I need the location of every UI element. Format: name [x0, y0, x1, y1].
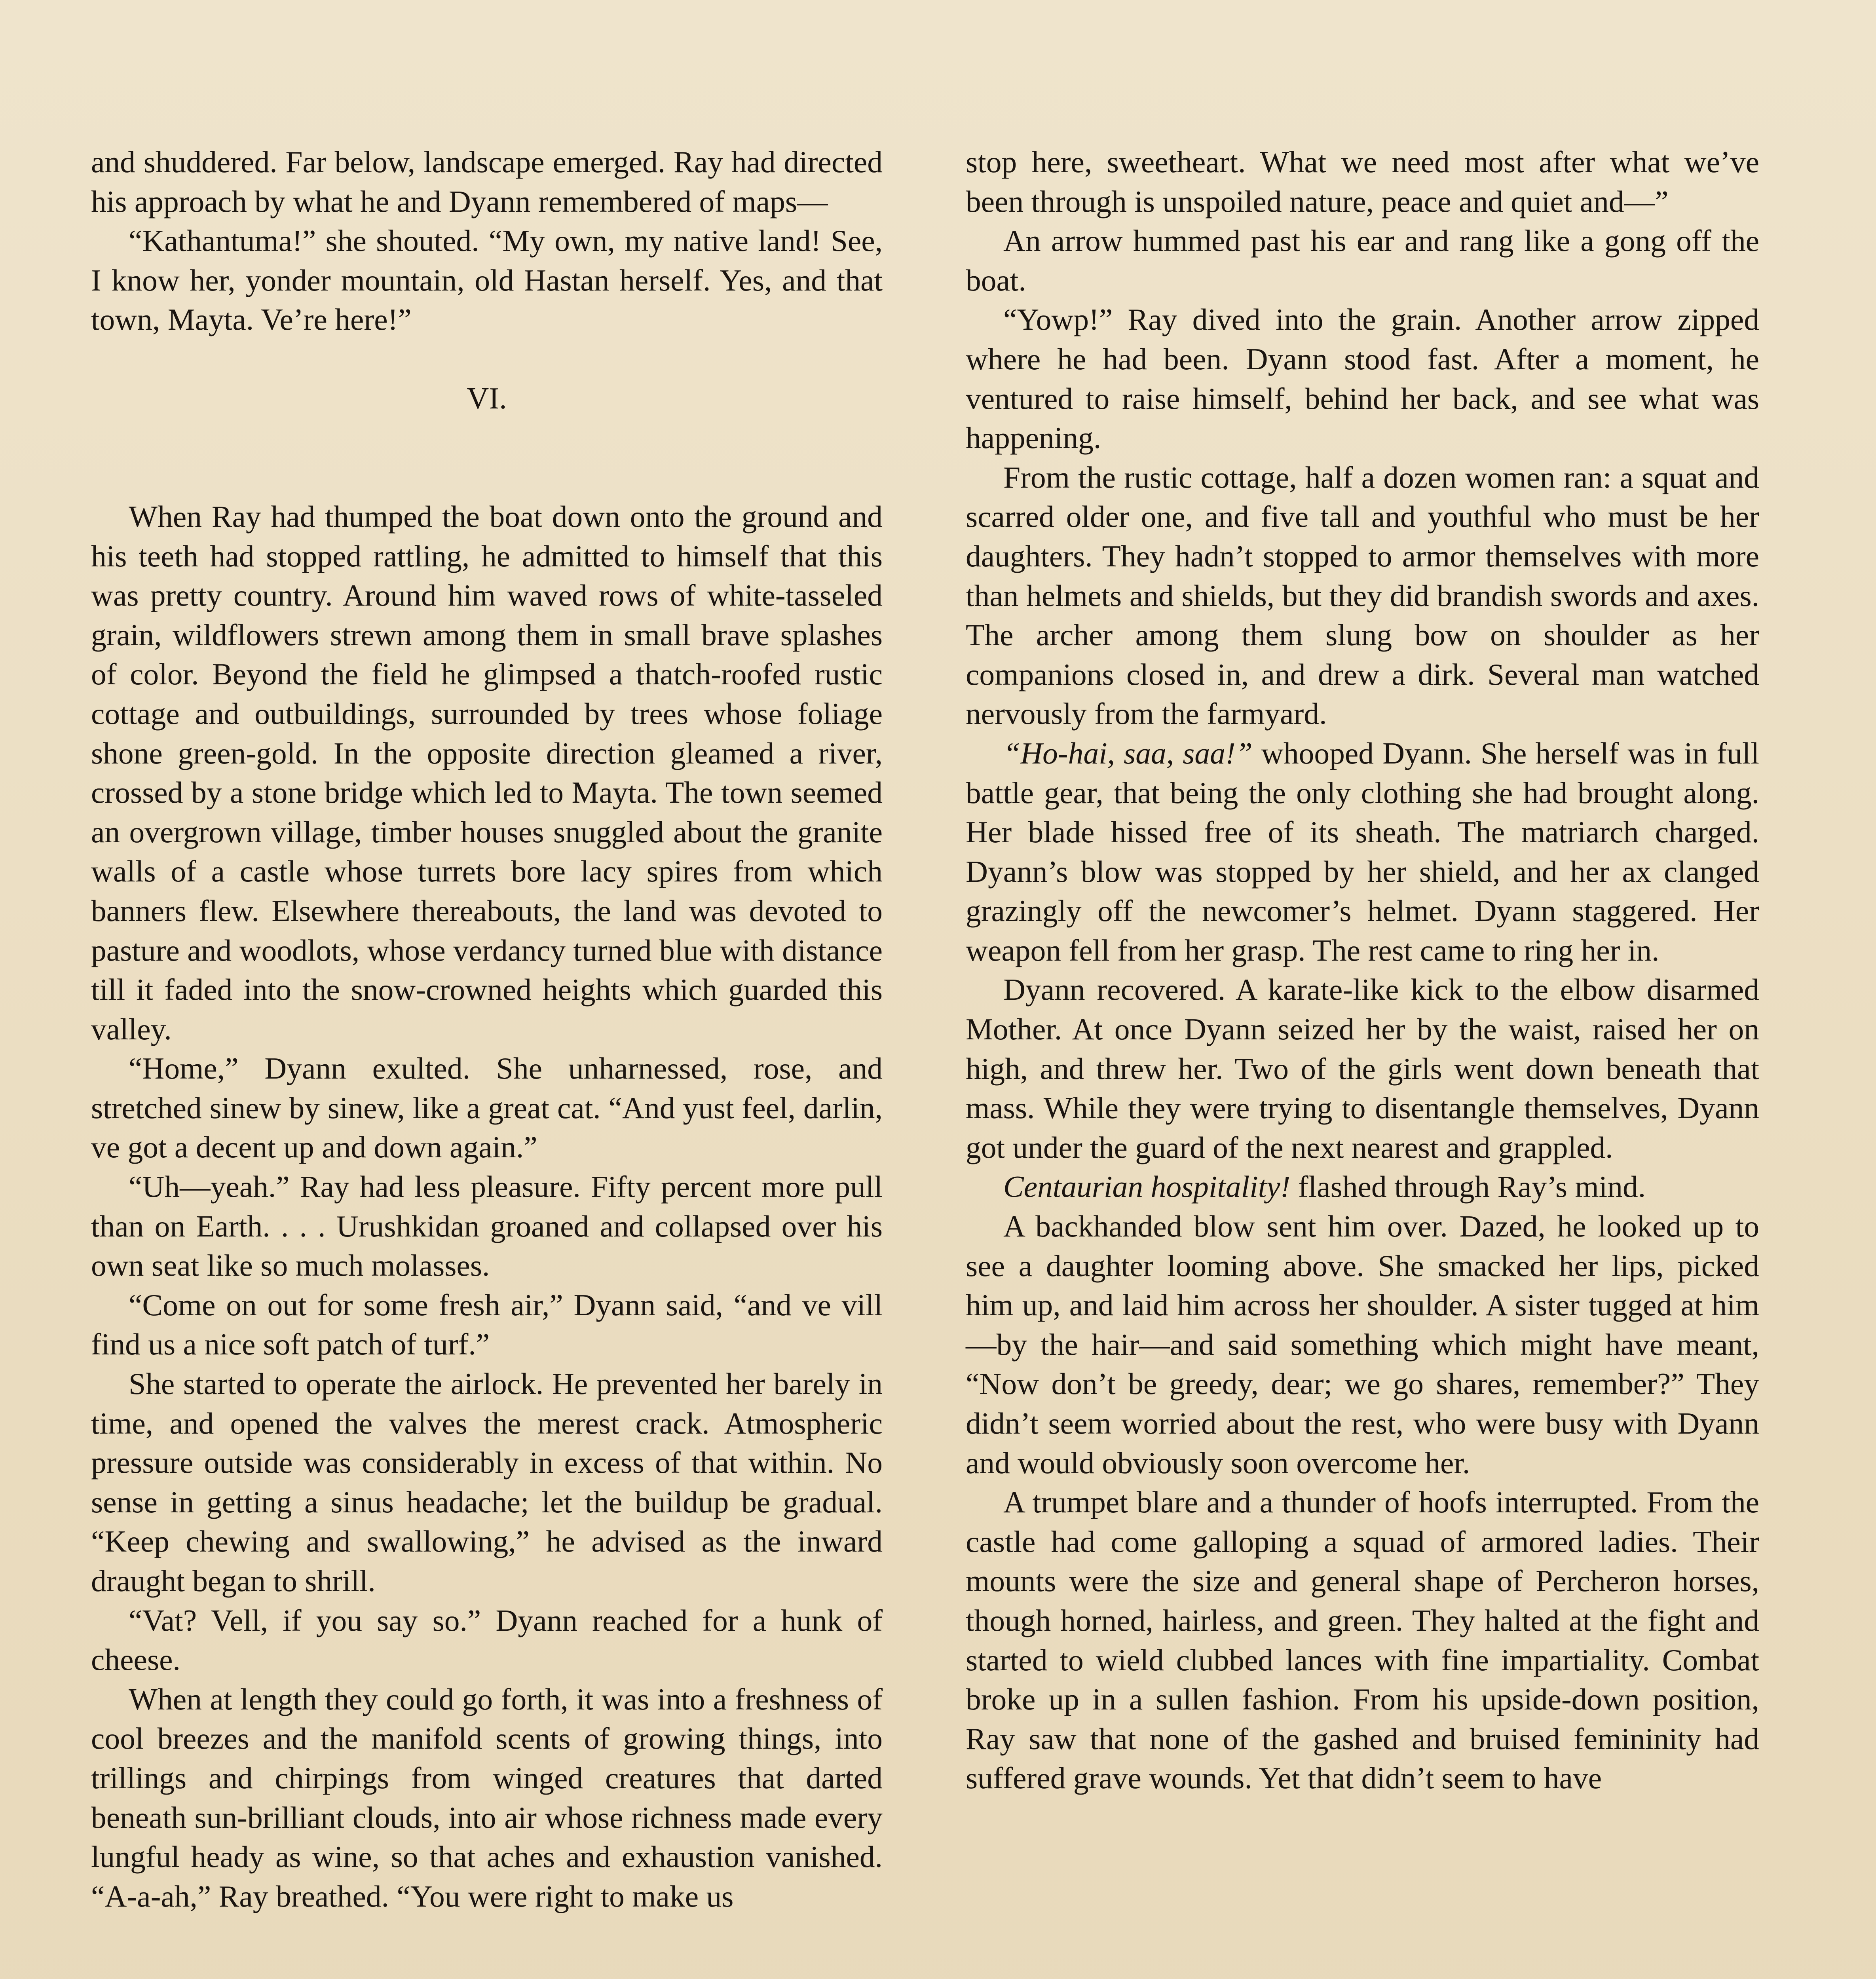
paragraph: “Kathantuma!” she shouted. “My own, my native land! See, I know her, yonder mountain, old Hastan herself. Yes, and that town, Mayta. Ve’re here!” [91, 224, 883, 337]
right-column [966, 142, 1759, 1798]
paragraph-text: flashed through Ray’s mind. [1290, 1170, 1646, 1204]
paragraph: “Uh—yeah.” Ray had less pleasure. Fifty percent more pull than on Earth. . . . Urushkidan groaned and collapsed over his own seat like so much molasses. [91, 1170, 883, 1283]
paragraph: Dyann recovered. A karate-like kick to the elbow disarmed Mother. At once Dyann seized her by the waist, raised her on high, and threw her. Two of the girls went down beneath that mass. While they were trying to disentangle themselves, Dyann got under the guard of the next nearest and grappled. [966, 972, 1759, 1164]
paragraph: “Yowp!” Ray dived into the grain. Another arrow zipped where he had been. Dyann stood fast. After a moment, he ventured to raise himself, behind her back, and see what was happening. [966, 302, 1759, 455]
paragraph: When at length they could go forth, it was into a freshness of cool breezes and the manifold scents of growing things, into trillings and chirpings from winged creatures that darted beneath sun-brilliant clouds, into air whose richness made every lungful heady as wine, so that aches and exhaustion vanished. “A-a-ah,” Ray breathed. “You were right to make us [91, 1682, 883, 1913]
paragraph: “Vat? Vell, if you say so.” Dyann reached for a hunk of cheese. [91, 1603, 883, 1677]
section-heading [91, 379, 883, 497]
paragraph: She started to operate the airlock. He prevented her barely in time, and opened the valves the merest crack. Atmospheric pressure outside was considerably in excess of that within. No sense in getting a sinus headache; let the buildup be gradual. “Keep chewing and swallowing,” he advised as the inward draught began to shrill. [91, 1367, 883, 1598]
paragraph: When Ray had thumped the boat down onto the ground and his teeth had stopped rattling, he admitted to himself that this was pretty country. Around him waved rows of white-tasseled grain, wildflowers strewn among them in small brave splashes of color. Beyond the field he glimpsed a thatch-roofed rustic cottage and outbuildings, surrounded by trees whose foliage shone green-gold. In the opposite direction gleamed a river, crossed by a stone bridge which led to Mayta. The town seemed an overgrown village, timber houses snuggled about the granite walls of a castle whose turrets bore lacy spires from which banners flew. Elsewhere thereabouts, the land was devoted to pasture and woodlots, whose verdancy turned blue with distance till it faded into the snow-crowned heights which guarded this valley. [91, 499, 883, 1046]
paragraph: “Come on out for some fresh air,” Dyann said, “and ve vill find us a nice soft patch of turf.” [91, 1288, 883, 1362]
section-number: VI. [467, 381, 507, 415]
paragraph: stop here, sweetheart. What we need most after what we’ve been through is unspoiled nature, peace and quiet and—” [966, 145, 1759, 218]
paragraph-text: whooped Dyann. She herself was in full battle gear, that being the only clothing she had brought along. Her blade hissed free of its sheath. The matriarch charged. Dyann’s blow was stopped by her shield, and her ax clanged grazingly off the newcomer’s helmet. Dyann staggered. Her weapon fell from her grasp. The rest came to ring her in. [966, 736, 1759, 967]
paragraph: and shuddered. Far below, landscape emerged. Ray had directed his approach by what he and Dyann remembered of maps— [91, 145, 883, 218]
paragraph: A trumpet blare and a thunder of hoofs interrupted. From the castle had come galloping a squad of armored ladies. Their mounts were the size and general shape of Percheron horses, though horned, hairless, and green. They halted at the fight and started to wield clubbed lances with fine impartiality. Combat broke up in a sullen fashion. From his upside-down position, Ray saw that none of the gashed and bruised femininity had suffered grave wounds. Yet that didn’t seem to have [966, 1485, 1759, 1795]
paragraph: A backhanded blow sent him over. Dazed, he looked up to see a daughter looming above. She smacked her lips, picked him up, and laid him across her shoulder. A sister tugged at him—by the hair—and said something which might have meant, “Now don’t be greedy, dear; we go shares, remember?” They didn’t seem worried about the rest, who were busy with Dyann and would obviously soon overcome her. [966, 1209, 1759, 1480]
left-column [91, 142, 883, 1916]
italic-exclamation: “Ho-hai, saa, saa!” [1003, 736, 1253, 770]
paragraph: From the rustic cottage, half a dozen women ran: a squat and scarred older one, and five tall and youthful who must be her daughters. They hadn’t stopped to armor themselves with more than helmets and shields, but they did brandish swords and axes. The archer among them slung bow on shoulder as her companions closed in, and drew a dirk. Several man watched nervously from the farmyard. [966, 460, 1759, 731]
italic-thought: Centaurian hospitality! [1003, 1170, 1291, 1204]
paragraph [966, 1167, 1759, 1207]
paragraph [966, 734, 1759, 971]
paragraph: “Home,” Dyann exulted. She unharnessed, rose, and stretched sinew by sinew, like a great cat. “And yust feel, darlin, ve got a decent up and down again.” [91, 1051, 883, 1164]
paragraph: An arrow hummed past his ear and rang like a gong off the boat. [966, 224, 1759, 297]
